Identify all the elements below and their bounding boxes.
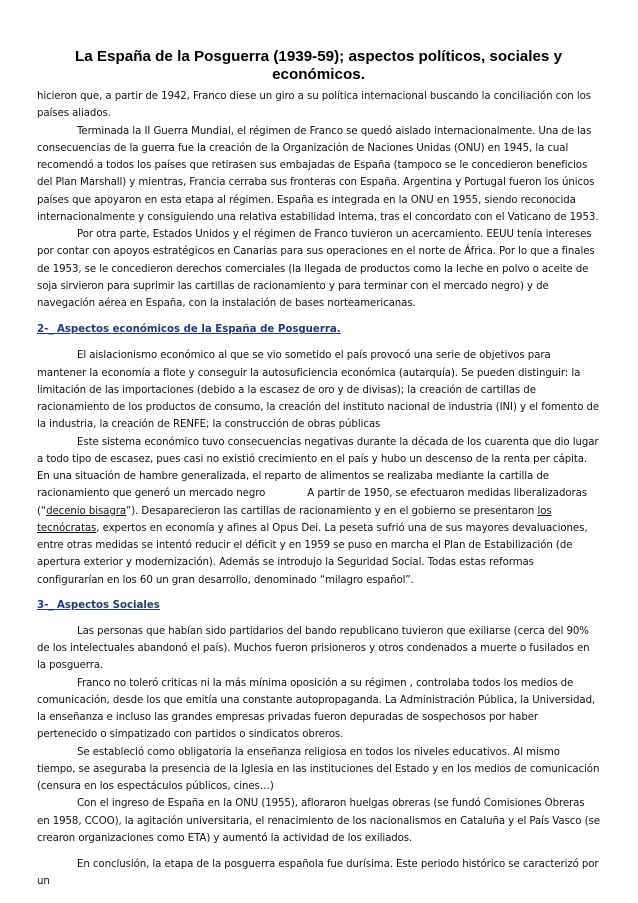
economic-paragraph-1: El aislacionismo económico al que se vio sometido el país provocó una serie de objetivos para mantener la economía a flote y conseguir la autosuficiencia económica (autarquía). Se pueden distinguir: la limitación de las importaciones (debido a la escasez de oro y de divisas); la creación de cartillas de racionamiento de los productos de consumo, la creación del instituto nacional de industria (INI) y el fomento de la industria, la creación de RENFE; la construcción de obras públicas — [37, 350, 600, 431]
social-paragraph-4: Con el ingreso de España en la ONU (1955), afloraron huelgas obreras (se fundó Comisiones Obreras en 1958, CCOO), la agitación universitaria, el renacimiento de los nacionalismos en Cataluña y el País Vasco (se crearon organizaciones como ETA) y aumentó la actividad de los exiliados. — [37, 798, 600, 844]
section-heading-economic: 2-_ Aspectos económicos de la España de Posguerra. — [37, 324, 341, 336]
decenio-bisagra-link[interactable]: decenio bisagra — [46, 505, 127, 517]
social-paragraph-2: Franco no toleró criticas ni la más mínima oposición a su régimen , controlaba todos los medios de comunicación, desde los que emitía una constante autopropaganda. La Administración Pública, la Universidad, la enseñanza e incluso las grandes empresas privadas fueron depuradas de sospechosos por haber pertenecido o simpatizado con partidos o sindicatos obreros. — [37, 677, 596, 741]
political-paragraph-2: Por otra parte, Estados Unidos y el régimen de Franco tuvieron un acercamiento. EEUU tenía intereses por contar con apoyos estratégicos en Canarias para sus operaciones en el norte de África. Por lo que a finales de 1953, se le concedieron derechos comerciales (la llegada de productos como la leche en polvo o aceite de soja sirvieron para suprimir las cartillas de racionamiento y para terminar con el mercado negro) y de navegación aérea en España, con la instalación de bases norteamericanas. — [37, 229, 595, 309]
social-paragraph-1: Las personas que habían sido partidarios del bando republicano tuvieron que exiliarse (cerca del 90% de los intelectuales abandonó el país). Muchos fueron prisioneros y otros condenados a muerte o fusilados en la posguerra. — [37, 625, 590, 672]
conclusion-paragraph: En conclusión, la etapa de la posguerra española fue durísima. Este periodo histórico se caracterizó por un — [37, 859, 599, 888]
tecnocratas-link[interactable]: los tecnócratas — [37, 505, 552, 534]
economic-paragraph-2-part-b: A partir de 1950, se efectuaron medidas liberalizadoras (“ — [37, 488, 587, 517]
economic-paragraph-2-part-d: , expertos en economía y afines al Opus Dei. La peseta sufrió una de sus mayores devaluaciones, entre otras medidas se intentó reducir el déficit y en 1959 se puso en marcha el Plan de Estabilización (de apertura exterior y modernización). Además se introdujo la Seguridad Social. Todas estas reformas configurarían en los 60 un gran desarrollo, denominado “milagro español”. — [37, 522, 588, 586]
social-paragraph-3: Se estableció como obligatoria la enseñanza religiosa en todos los niveles educativos. Al mismo tiempo, se aseguraba la presencia de la Iglesia en las instituciones del Estado y en los medios de comunicación (censura en los espectáculos públicos, cines…) — [37, 746, 600, 792]
political-paragraph-1: Terminada la II Guerra Mundial, el régimen de Franco se quedó aislado internacionalmente. Una de las consecuencias de la guerra fue la creación de la Organización de Naciones Unidas (ONU) en 1945, la cual recomendó a todos los países que retirasen sus embajadas de España (tampoco se le concedieron beneficios del Plan Marshall) y mientras, Francia cerraba sus fronteras con España. Argentina y Portugal fueron los únicos países que apoyaron en esta etapa al régimen. España es integrada en la ONU en 1955, siendo reconocida internacionalmente y consiguiendo una relativa estabilidad interna, tras el concordato con el Vaticano de 1953. — [37, 125, 599, 223]
economic-paragraph-2 — [37, 434, 600, 589]
section-heading-social: 3-_ Aspectos Sociales — [37, 599, 160, 611]
economic-paragraph-2-part-a: Este sistema económico tuvo consecuencias negativas durante la década de los cuarenta que dio lugar a todo tipo de escasez, pues casi no existió crecimiento en el país y hubo un descenso de la renta per cápita. En una situación de hambre generalizada, el reparto de alimentos se realizaba mediante la cartilla de racionamiento que generó un mercado negro — [37, 436, 599, 500]
economic-paragraph-2-part-c: ”). Desaparecieron las cartillas de racionamiento y en el gobierno se presentaron — [126, 505, 538, 517]
intro-continuation-paragraph: hicieron que, a partir de 1942, Franco diese un giro a su política internacional buscando la conciliación con los países aliados. — [37, 91, 591, 120]
document-title: La España de la Posguerra (1939-59); aspectos políticos, sociales y económicos. — [74, 48, 563, 83]
paragraph-spacer — [37, 847, 600, 856]
